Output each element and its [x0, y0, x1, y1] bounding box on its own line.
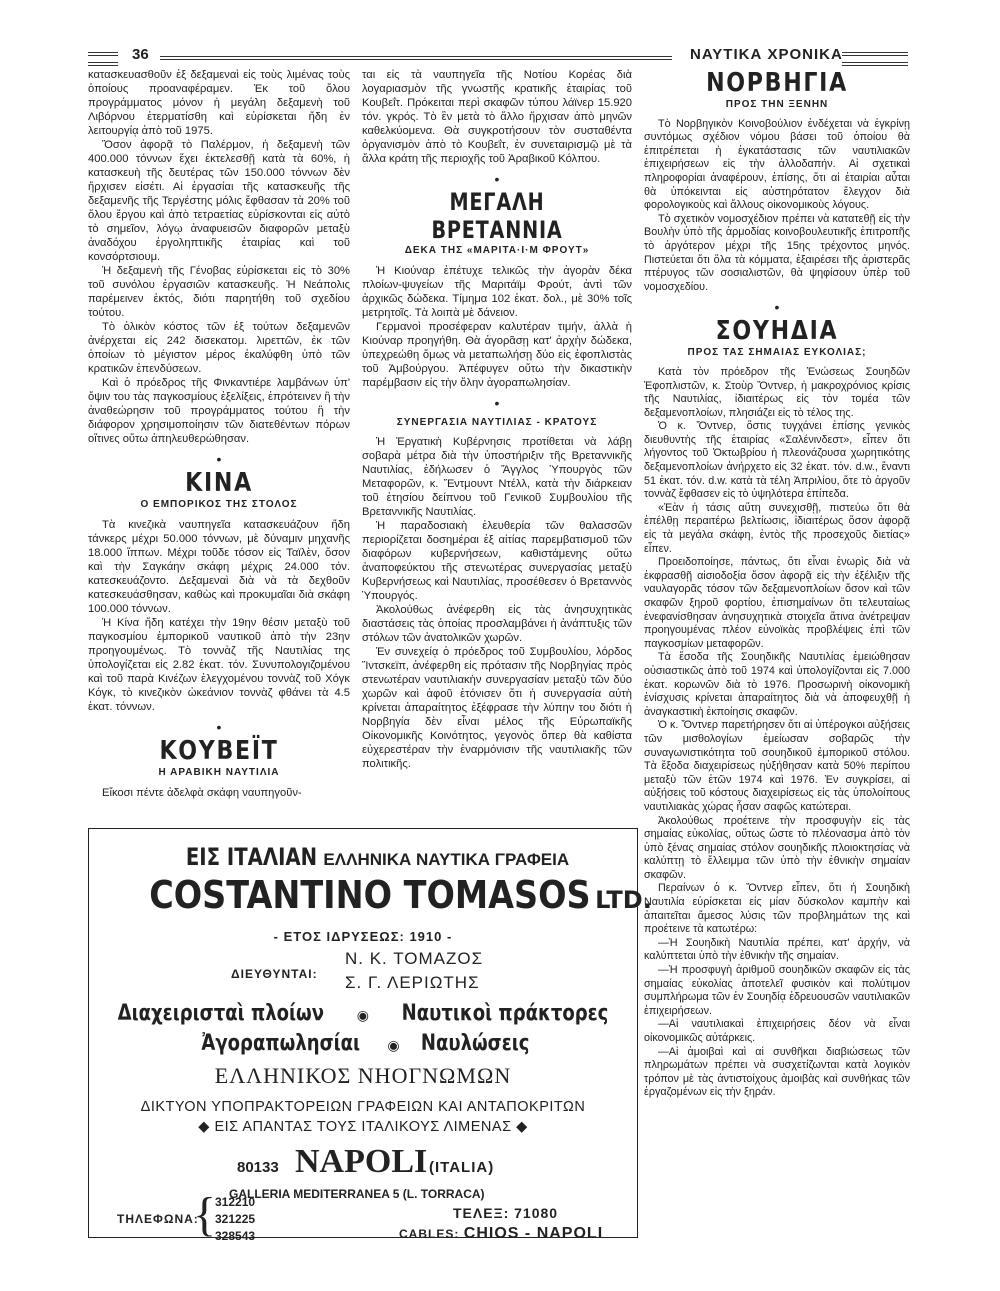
ad-service-sales: Ἀγοραπωλησίαι [201, 1031, 361, 1056]
article-paragraph: Τὰ ἔσοδα τῆς Σουηδικῆς Ναυτιλίας ἐμειώθησαν οὐσιαστικῶς ἀπὸ τοῦ 1974 καὶ ὑπολογίζονται εἰς 7.000 ἑκατ. κορωνῶν διὰ τὸ 1976. Προσωρινὴ οἰκονομικὴ ἐνίσχυσις κρίνεται ἀπαραίτητος διὰ νὰ ἀποφευχθῇ ἡ ἀναγκαστικὴ ἐκποίησις σκαφῶν. [644, 651, 910, 718]
ad-diamond-icon: ◆ [516, 1119, 528, 1135]
column-1 [88, 68, 350, 828]
article-paragraph: —Αἱ ἀμοιβαὶ καὶ αἱ συνθῆκαι διαβιώσεως τῶν πληρωμάτων πρέπει νὰ συσχετίζωνται κατὰ λογικὸν τρόπον μὲ τὰς ἀντιστοίχους ἀμοιβὰς καὶ συνθήκας τῶν ἐργαζομένων εἰς τὴν ξηράν. [644, 1045, 910, 1099]
ad-network-line-1: ΔΙΚΤΥΟΝ ΥΠΟΠΡΑΚΤΟΡΕΙΩΝ ΓΡΑΦΕΙΩΝ ΚΑΙ ΑΝΤΑΠΟΚΡΙΤΩΝ [140, 1099, 586, 1115]
article-paragraph: ται εἰς τὰ ναυπηγεῖα τῆς Νοτίου Κορέας διὰ λογαριασμὸν τῆς γνωστῆς κρατικῆς ἑταιρίας τοῦ Κουβεΐτ. Πρόκειται περὶ σκαφῶν τύπου λάϊνερ 15.920 τόν. γκρός. Τὸ ἓν μετὰ τὸ ἄλλο ἤρχισαν ἀπὸ μηνῶν καθελκύομενα. Θὰ συγκροτήσουν τὸν συσταθέντα ὀργανισμὸν ἀπὸ τὸ Κουβεΐτ, ἐν συνεταιρισμῷ μὲ τὰ ἄλλα κράτη τῆς περιοχῆς τοῦ Ἀραβικοῦ Κόλπου. [362, 69, 632, 165]
article-paragraph: Ὁ κ. Ὄντνερ, ὅστις τυγχάνει ἐπίσης γενικὸς διευθυντὴς τῆς ἑταιρίας «Σαλένινδεστ», εἶπεν ὅτι λήγοντος τοῦ Ὀκτωβρίου ἡ πλεονάζουσα χωρητικότης δεξαμενοπλοίων ἀνήρχετο εἰς 32 ἑκατ. τόν. d.w., ἔναντι 51 ἑκατ. τόν. d.w. κατὰ τὰ τέλη Ἀπριλίου, ὅτε τὸ ἀργοῦν τοννὰζ ἔφθασεν εἰς τὸ ὑψηλότερα ἐπίπεδα. [644, 420, 910, 501]
ad-company-name [89, 873, 652, 917]
ad-director-1: Ν. Κ. ΤΟΜΑΖΟΣ [345, 949, 484, 968]
section-subtitle-china: Ο ΕΜΠΟΡΙΚΟΣ ΤΗΣ ΣΤΟΛΟΣ [140, 499, 298, 510]
advertisement-box [88, 828, 652, 1243]
article-paragraph: Τὸ σχετικὸν νομοσχέδιον πρέπει νὰ κατατεθῇ εἰς τὴν Βουλὴν ὑπὸ τῆς ἁρμοδίας κοινοβουλευτικῆς ἐπιτροπῆς τὸ ἀργότερον μέχρι τῆς 15ης τρέχοντος μηνός. Πιστεύεται ὅτι ὅλα τὰ κόμματα, ἐξαιρέσει τῆς ἀριστερᾶς πτέρυγος τῶν σοσιαλιστῶν, θὰ ψηφίσουν ὑπὲρ τοῦ νομοσχεδίου. [644, 212, 910, 293]
article-paragraph: Ἐν συνεχείᾳ ὁ πρόεδρος τοῦ Συμβουλίου, λόρδος Ἴντσκεϊπ, ἀνέφερθη εἰς πρότασιν τῆς Νορβηγίας πρὸς στενωτέραν ναυτιλιακὴν συνεργασίαν μεταξὺ τῶν δύο χωρῶν καὶ ἀφοῦ ἐτόνισεν ὅτι ἡ συνεργασία αὐτὴ κρίνεται ἀπαραίτητος ἐξέφρασε τὴν λύπην του διότι ἡ Νορβηγία δὲν εἶναι μέλος τῆς Εὐρωπαϊκῆς Οἰκονομικῆς Κοινότητος, γεγονὸς ὅπερ θὰ καθίστα εὐχερεστέραν τὴν ἐναρμόνισιν τῆς ναυτιλιακῆς τῶν πολιτικῆς. [362, 646, 632, 770]
section-title-china: ΚΙΝΑ [185, 468, 253, 498]
ad-heading-offices: ΕΛΛΗΝΙΚΑ ΝΑΥΤΙΚΑ ΓΡΑΦΕΙΑ [323, 850, 570, 869]
ad-service-agents: Ναυτικοὶ πράκτορες [401, 1001, 608, 1026]
ad-cables-address: CHIOS - NAPOLI [463, 1225, 604, 1242]
separator-bullet: • [774, 299, 780, 316]
header-rule-right-1 [842, 52, 908, 56]
section-title-norway: ΝΟΡΒΗΓΙΑ [706, 68, 848, 98]
article-paragraph: Εἴκοσι πέντε ἀδελφὰ σκάφη ναυπηγοῦν- [102, 787, 302, 799]
section-title-sweden: ΣΟΥΗΔΙΑ [715, 316, 839, 347]
column-2 [362, 68, 632, 828]
article-paragraph: Τὸ ὁλικὸν κόστος τῶν ἐξ τούτων δεξαμενῶν ἀνέρχεται εἰς 242 δισεκατομ. λιρεττῶν, ἐκ τῶν ὁποίων τὸ μέγιστον μέρος ἐκαλύφθη ὑπὸ τῶν κρατικῶν ἐπενδύσεων. [88, 321, 350, 375]
separator-bullet: • [216, 719, 222, 735]
article-paragraph: Ἡ Κιούναρ ἐπέτυχε τελικῶς τὴν ἀγορὰν δέκα πλοίων-ψυγείων τῆς Μαριτάϊμ Φρούτ, ἀντὶ τῶν ἀρχικῶς δώδεκα. Τίμημα 102 ἑκατ. δολ., μὲ 30% τοῖς μετρητοῖς. Τὰ λοιπὰ μὲ δάνειον. [362, 265, 632, 319]
article-paragraph: Ὅσον ἀφορᾷ τὸ Παλέρμον, ἡ δεξαμενὴ τῶν 400.000 τόννων ἔχει ἐκτελεσθῇ κατὰ τὰ 60%, ἡ κατασκευὴ τῆς δευτέρας τῶν 150.000 τόννων δὲν ἤρχισεν εἰσέτι. Αἱ ἐργασίαι τῆς κατασκευῆς τῆς δεξαμενῆς τῆς Τεργέστης μόλις ἔφθασαν τὰ 20% τοῦ ὅλου ἔργου καὶ ἀπὸ τετραετίας εὑρίσκονται εἰς αὐτὸ τὸ σημεῖον, λόγῳ ἀναφυεισῶν διαφορῶν μεταξὺ ἀναδόχου ἐργοληπτικῆς ἑταιρίας καὶ τοῦ κονσόρτσιουμ. [88, 139, 350, 263]
ad-cables-label: CABLES: [399, 1227, 460, 1241]
ad-service-ship-management: Διαχειρισταὶ πλοίων [117, 1001, 325, 1026]
article-paragraph: Ὁ κ. Ὄντνερ παρετήρησεν ὅτι αἱ ὑπέρογκοι αὐξήσεις τῶν μισθολογίων ἐμείωσαν σοβαρῶς τὴν συναγωνιστικότητα τοῦ σουηδικοῦ ἐμπορικοῦ στόλου. Τὰ ἔξοδα διαχειρίσεως ηὐξήθησαν κατὰ 50% περίπου μεταξὺ τῶν ἐτῶν 1974 καὶ 1976. Ἐν συγκρίσει, αἱ αὐξήσεις τοῦ κόστους διαχειρίσεως εἰς τὰς ὑπολοίπους ναυτιλιακὰς χώρας ἦσαν σαφῶς κατώτεραι. [644, 719, 910, 813]
ad-company-suffix: LTD. [595, 886, 652, 914]
ad-telex: ΤΕΛΕΞ: 71080 [453, 1205, 559, 1221]
section-subtitle-sweden: ΠΡΟΣ ΤΑΣ ΣΗΜΑΙΑΣ ΕΥΚΟΛΙΑΣ; [687, 347, 867, 359]
ad-director-2: Σ. Γ. ΛΕΡΙΩΤΗΣ [345, 973, 480, 992]
article-paragraph: Ἡ Ἐργατικὴ Κυβέρνησις προτίθεται νὰ λάβῃ σοβαρὰ μέτρα διὰ τὴν ὑποστήριξιν τῆς Βρεταννικῆς Ναυτιλίας, ἐδήλωσεν ὁ Ἄγγλος Ὑπουργὸς τῶν Μεταφορῶν, κ. Ἔντμουντ Ντέλλ, κατὰ τὴν διάρκειαν τοῦ ἐτησίου δείπνου τοῦ Γενικοῦ Συμβουλίου τῆς Βρεταννικῆς Ναυτιλίας. [362, 436, 632, 518]
ad-heading-italy: ΕΙΣ ΙΤΑΛΙΑΝ [185, 843, 317, 871]
ad-address: GALLERIA MEDITERRANEA 5 (L. TORRACA) [229, 1187, 485, 1201]
ad-network-line-2 [89, 1119, 637, 1135]
article-paragraph: Προειδοποίησε, πάντως, ὅτι εἶναι ἐνωρὶς διὰ νὰ ἐκφρασθῇ αἰσιοδοξία ὅσον ἀφορᾷ εἰς τὴν ἐξέλιξιν τῆς ναυλαγορᾶς τόσον τῶν δεξαμενοπλοίων ὅσον καὶ τῶν σκαφῶν ξηροῦ φορτίου, ἐπισημαίνων ὅτι τελευταίως ἐνεφανίσθησαν ἀνησυχητικὰ στοιχεῖα ἅτινα ἀνέτρεψαν προηγουμένας πλέον εὐνοϊκὰς προβλέψεις ἐπὶ τῶν παγκοσμίων μεταφορῶν. [644, 556, 910, 650]
article-paragraph: Ἡ Κίνα ἤδη κατέχει τὴν 19ην θέσιν μεταξὺ τοῦ παγκοσμίου ἐμπορικοῦ ναυτικοῦ ἀπὸ τὴν 23ην προηγουμένως. Τὸ τοννὰζ τῆς Ναυτιλίας της ὑπολογίζεται εἰς 2.82 ἑκατ. τόν. Συνυπολογιζομένου καὶ τοῦ παρὰ Κινέζων ἐλεγχομένου τοννὰζ τοῦ Χόγκ Κόγκ, τὸ κινεζικὸν ὠκεάνιον τοννὰζ φθάνει τὰ 4.5 ἑκατ. τόννων. [88, 617, 350, 713]
section-subtitle-great-britain: ΔΕΚΑ ΤΗΣ «ΜΑΡΙΤΑ·Ι·Μ ΦΡΟΥΤ» [404, 245, 590, 256]
ad-phone-number: 321225 [215, 1212, 256, 1226]
separator-bullet: • [494, 395, 500, 411]
ad-phone-number: 328543 [215, 1229, 256, 1243]
ad-network-ports: ΕΙΣ ΑΠΑΝΤΑΣ ΤΟΥΣ ΙΤΑΛΙΚΟΥΣ ΛΙΜΕΝΑΣ [214, 1119, 512, 1135]
section-subtitle-norway: ΠΡΟΣ ΤΗΝ ΞΕΝΗΝ [725, 99, 829, 110]
article-paragraph: Καὶ ὁ πρόεδρος τῆς Φινκαντιέρε λαμβάνων ὑπ' ὄψιν του τὰς παγκοσμίους ἐξελίξεις, ἐπρότεινεν ἢ τὴν ἀναθεώρησιν τοῦ προγράμματος τούτου ἢ τὴν διάφορον χρησιμοποίησιν τῶν διατεθέντων πόρων οἵτινες οὕτω ἀπηλευθερώθησαν. [88, 377, 350, 445]
article-paragraph: Ἡ παραδοσιακὴ ἐλευθερία τῶν θαλασσῶν περιορίζεται δοσημέραι ἐξ αἰτίας παρεμβατισμοῦ τῶν διαφόρων κυβερνήσεων, καθιστάμενης οὕτω ἀναποφεύκτου τῆς στενωτέρας συνεργασίας μεταξὺ Κυβερνήσεως καὶ Ναυτιλίας, προσέθεσεν ὁ Βρεταννὸς Ὑπουργός. [362, 520, 632, 602]
ad-postcode: 80133 [237, 1159, 279, 1176]
header-rule-middle [160, 56, 672, 60]
ad-founded: - ΕΤΟΣ ΙΔΡΥΣΕΩΣ: 1910 - [273, 929, 453, 944]
ad-services-row-1 [89, 1001, 637, 1026]
ad-phone-label: ΤΗΛΕΦΩΝΑ: [117, 1212, 199, 1226]
ad-city: NAPOLI [295, 1143, 428, 1180]
ad-service-chartering: Ναυλώσεις [421, 1031, 530, 1056]
ad-company: COSTANTINO TOMASOS [149, 873, 591, 917]
article-paragraph: Τὰ κινεζικὰ ναυπηγεῖα κατασκευάζουν ἤδη τάνκερς μέχρι 50.000 τόννων, μὲ δύναμιν μηχανῆς 18.000 ἵππων. Μέχρι τοῦδε τόσον εἰς Ταϊλὲν, ὅσον καὶ τὴν Σαγκάην σκάφη μέχρις 24.000 τόν. κατεσκευάζοντο. Δεξαμεναὶ διὰ νὰ τὰ δεχθοῦν κατεσκευάσθησαν, καθὼς καὶ προκυμαῖαι διὰ σκάφη 100.000 τόννων. [88, 519, 350, 615]
article-paragraph: Ἀκολούθως προέτεινε τὴν προσφυγὴν εἰς τὰς σημαίας εὐκολίας, οὕτως ὥστε τὸ πλέονασμα ἀπὸ τὸν ὑπὸ ξένας σημαίας στόλον σουηδικῆς πλοιοκτησίας νὰ καλύπτῃ τὸ ἔλλειμμα τῶν ὑπὸ τὴν ἐθνικὴν σημαίαν σκαφῶν. [644, 814, 910, 881]
ad-cables [399, 1225, 603, 1243]
header-rule-left-2 [88, 62, 118, 66]
separator-bullet: • [216, 451, 222, 467]
ad-phone-number: 312210 [215, 1195, 256, 1209]
column-3 [644, 66, 910, 1246]
ad-heading [89, 843, 637, 871]
ad-directors-label: ΔΙΕΥΘΥΝΤΑΙ: [231, 967, 318, 981]
article-paragraph: Κατὰ τὸν πρόεδρον τῆς Ἑνώσεως Σουηδῶν Ἐφοπλιστῶν, κ. Στοὺρ Ὄντνερ, ἡ μακροχρόνιος κρίσις τῆς Ναυτιλίας, ἰδιαιτέρως εἰς τὸν τομέα τῶν δεξαμενοπλοίων, πλησιάζει εἰς τὸ τέλος της. [644, 365, 910, 419]
ad-phone-brace: { [193, 1188, 217, 1241]
section-title-great-britain: ΜΕΓΑΛΗ ΒΡΕΤΑΝΝΙΑ [431, 188, 563, 244]
magazine-title: ΝΑΥΤΙΚΑ ΧΡΟΝΙΚΑ [690, 46, 843, 63]
article-paragraph: Τὸ Νορβηγικὸν Κοινοβούλιον ἐνδέχεται νὰ ἐγκρίνῃ συντόμως σχέδιον νόμου βάσει τοῦ ὁποίου θὰ ἐπιτρέπεται ἡ ἐγκατάστασις τῶν ναυτιλιακῶν ἐπιχειρήσεων εἰς τὴν ἀλλοδαπήν. Αἱ σχετικαὶ πληροφορίαι ἀναφέρουν, ἐπίσης, ὅτι αἱ ἑταιρίαι αὗται θὰ ὑπόκεινται εἰς αὐστηρότατον ἔλεγχον διὰ φορολογικοὺς καὶ ἄλλους οἰκονομικοὺς λόγους. [644, 117, 910, 212]
ad-bullet-icon: ◉ [356, 1008, 369, 1024]
article-paragraph: «Ἐὰν ἡ τάσις αὕτη συνεχισθῇ, πιστεύω ὅτι θὰ ἐπέλθῃ περαιτέρω βελτίωσις, ἰδιαιτέρως ὅσον ἀφορᾷ εἰς τὰ μεγάλα σκάφη, ἐντὸς τῆς προσεχοῦς διετίας» εἶπεν. [644, 501, 910, 555]
section-title-cooperation: ΣΥΝΕΡΓΑΣΙΑ ΝΑΥΤΙΛΙΑΣ - ΚΡΑΤΟΥΣ [396, 417, 598, 428]
header-rule-left-1 [88, 52, 118, 56]
article-paragraph: Ἡ δεξαμενὴ τῆς Γένοβας εὑρίσκεται εἰς τὸ 30% τοῦ συνόλου ἐργασιῶν κατασκευῆς. Ἡ Νεάπολις παρέμεινεν ἐκτός, διότι παρητήθη τοῦ σχεδίου τούτου. [88, 265, 350, 319]
section-subtitle-kuwait: Η ΑΡΑΒΙΚΗ ΝΑΥΤΙΛΙΑ [158, 767, 280, 778]
ad-bullet-icon: ◉ [387, 1038, 400, 1054]
ad-country: (ITALIA) [429, 1159, 495, 1176]
article-paragraph: —Ἡ προσφυγὴ ἀριθμοῦ σουηδικῶν σκαφῶν εἰς τὰς σημαίας εὐκολίας ἀποτελεῖ φυσικὸν καὶ πολύτιμον συμπλήρωμα τῶν ἐν Σουηδίᾳ ἑδρευουσῶν ναυτιλιακῶν ἐπιχειρήσεων. [644, 964, 910, 1017]
section-title-kuwait: ΚΟΥΒΕΪΤ [159, 736, 279, 766]
article-paragraph: Γερμανοὶ προσέφεραν καλυτέραν τιμήν, ἀλλὰ ἡ Κιούναρ προηγήθη. Θὰ ἀγορᾶσῃ κατ' ἀρχὴν δώδεκα, ὑπεχρεώθη ὅμως νὰ μεταπωλήσῃ δύο εἰς ἐφοπλιστὰς τοῦ Ἀμβούργου. Ἀπέφυγεν οὕτω τὴν δικαστικὴν παρέμβασιν εἰς τὴν ὅλην ἀγοραπωλησίαν. [362, 321, 632, 389]
article-paragraph: —Αἱ ναυτιλιακαὶ ἐπιχειρήσεις δέον νὰ εἶναι οἰκονομικῶς αὐτάρκεις. [644, 1018, 910, 1044]
separator-bullet: • [494, 171, 500, 187]
ad-diamond-icon: ◆ [198, 1119, 210, 1135]
article-paragraph: κατασκευασθοῦν ἐξ δεξαμεναὶ εἰς τοὺς λιμένας τοὺς ὁποίους προαναφέραμεν. Ἐκ τοῦ ὅλου προγράμματος μόνον ἡ μεγάλη δεξαμενὴ τοῦ Λιβόρνου ἐτερματίσθη καὶ εὑρίσκεται ἤδη ἐν λειτουργίᾳ ἀπὸ τοῦ 1975. [88, 69, 350, 137]
ad-services-row-2 [89, 1031, 637, 1056]
article-paragraph: Περαίνων ὁ κ. Ὄντνερ εἶπεν, ὅτι ἡ Σουηδικὴ Ναυτιλία εὑρίσκεται εἰς μίαν δύσκολον καμπὴν καὶ ἀπαιτεῖται ἄμεσος λύσις τῶν προβλημάτων της καὶ προέτεινε τὰ κατωτέρω: [644, 882, 910, 936]
article-paragraph: —Ἡ Σουηδικὴ Ναυτιλία πρέπει, κατ' ἀρχήν, νὰ καλύπτεται ὑπὸ τὴν ἐθνικὴν τῆς σημαίαν. [644, 936, 910, 963]
ad-registry: ΕΛΛΗΝΙΚΟΣ ΝΗΟΓΝΩΜΩΝ [214, 1063, 512, 1088]
article-paragraph: Ἀκολούθως ἀνέφερθη εἰς τὰς ἀνησυχητικὰς διαστάσεις τὰς ὁποίας προσλαμβάνει ἡ ἀνάπτυξις τῶν στόλων τῶν ἀνατολικῶν χωρῶν. [362, 604, 632, 644]
page-number: 36 [132, 46, 149, 63]
